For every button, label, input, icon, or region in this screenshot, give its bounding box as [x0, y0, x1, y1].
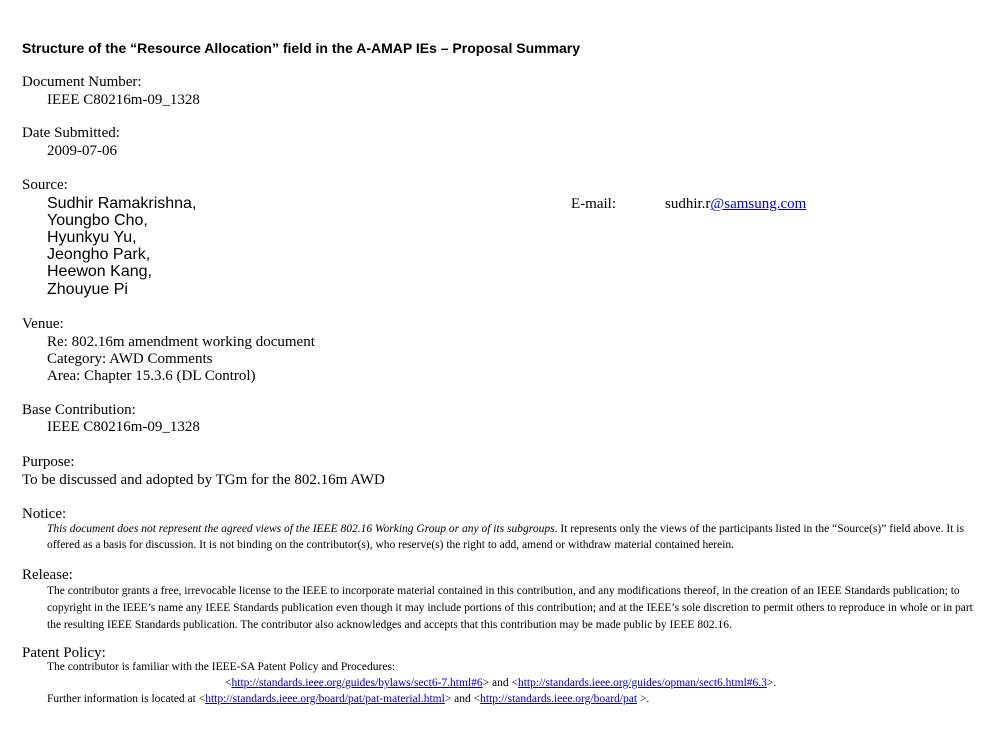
board-pat-link[interactable]: http://standards.ieee.org/board/pat	[480, 693, 638, 705]
release-label: Release:	[22, 567, 73, 583]
patent-further-line	[47, 693, 649, 705]
purpose-value: To be discussed and adopted by TGm for the 802.16m AWD	[22, 472, 385, 488]
email-link[interactable]: @samsung.com	[710, 196, 807, 212]
email-label: E-mail:	[571, 196, 616, 212]
patent-end-1: >.	[766, 677, 777, 689]
base-value: IEEE C80216m-09_1328	[47, 419, 200, 435]
email-prefix: sudhir.r	[665, 196, 711, 212]
author-5: Heewon Kang,	[47, 263, 152, 280]
author-1: Sudhir Ramakrishna,	[47, 195, 197, 212]
date-value: 2009-07-06	[47, 143, 117, 159]
document-title: Structure of the “Resource Allocation” field in the A-AMAP IEs – Proposal Summary	[22, 40, 581, 56]
patent-links-line	[225, 677, 776, 689]
source-label: Source:	[22, 177, 68, 193]
purpose-label: Purpose:	[22, 454, 75, 470]
doc-number-label: Document Number:	[22, 74, 142, 90]
notice-rest: . It represents only the views of the participants listed in the “Source(s)” field above. It is offered as a basis for discussion. It is not binding on the contributor(s), who reserve(s) the right to add, amend or withdraw material contained herein.	[47, 523, 964, 551]
venue-line-3: Area: Chapter 15.3.6 (DL Control)	[47, 368, 256, 384]
patent-lt: <	[225, 677, 232, 689]
patent-end-2: >.	[637, 693, 650, 705]
notice-italic: This document does not represent the agreed views of the IEEE 802.16 Working Group or any of its subgroups	[47, 523, 555, 535]
patent-further: Further information is located at <	[47, 693, 206, 705]
doc-number-value: IEEE C80216m-09_1328	[47, 92, 200, 108]
notice-text	[47, 522, 972, 553]
date-label: Date Submitted:	[22, 125, 120, 141]
patent-label: Patent Policy:	[22, 645, 106, 661]
notice-label: Notice:	[22, 506, 67, 522]
author-3: Hyunkyu Yu,	[47, 229, 137, 246]
patent-line-1: The contributor is familiar with the IEEE-SA Patent Policy and Procedures:	[47, 661, 396, 673]
pat-material-link[interactable]: http://standards.ieee.org/board/pat/pat-material.html	[205, 693, 445, 705]
author-4: Jeongho Park,	[47, 246, 151, 263]
patent-and-2: > and <	[444, 693, 481, 705]
email-address	[665, 196, 806, 213]
venue-line-2: Category: AWD Comments	[47, 351, 213, 367]
bylaws-link[interactable]: http://standards.ieee.org/guides/bylaws/sect6-7.html#6	[231, 677, 483, 689]
venue-line-1: Re: 802.16m amendment working document	[47, 334, 315, 350]
author-6: Zhouyue Pi	[47, 281, 128, 298]
venue-label: Venue:	[22, 316, 64, 332]
author-2: Youngbo Cho,	[47, 212, 148, 229]
patent-and-1: > and <	[482, 677, 518, 689]
opman-link[interactable]: http://standards.ieee.org/guides/opman/sect6.html#6.3	[517, 677, 767, 689]
base-label: Base Contribution:	[22, 402, 136, 418]
release-text: The contributor grants a free, irrevocable license to the IEEE to incorporate material contained in this contribution, and any modifications thereof, in the creation of an IEEE Standards publication; to copyright in the IEEE’s name any IEEE Standards publication even though it may include portions of this contribution; and at the IEEE’s sole discretion to permit others to reproduce in whole or in part the resulting IEEE Standards publication. The contributor also acknowledges and accepts that this contribution may be made public by IEEE 802.16.	[47, 585, 973, 631]
